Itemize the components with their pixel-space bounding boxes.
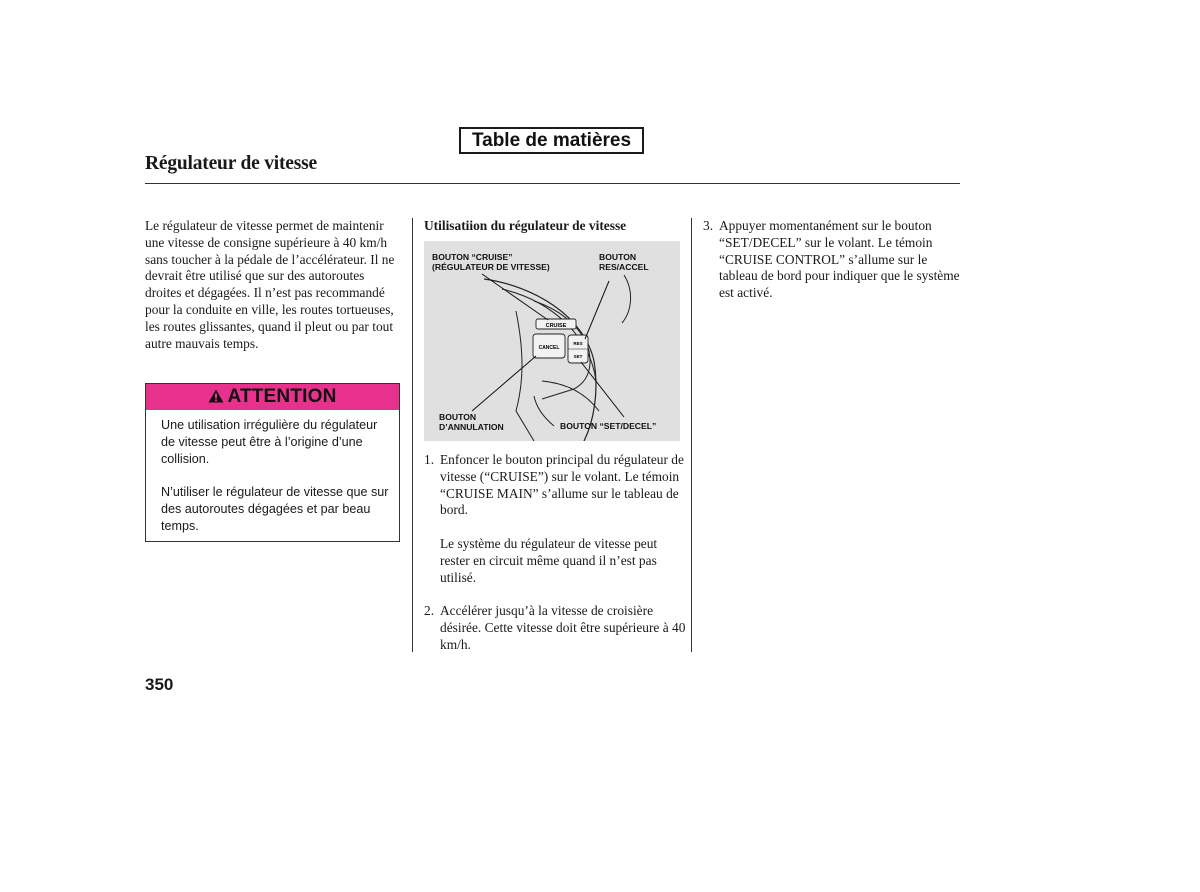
page-number: 350	[145, 675, 174, 694]
step-number: 1.	[424, 452, 435, 467]
label-set-decel-button: BOUTON “SET/DECEL”	[560, 421, 657, 431]
attention-title: ATTENTION	[227, 386, 337, 407]
label-res-accel-button: BOUTON RES/ACCEL	[599, 252, 649, 272]
toc-button[interactable]: Table de matières	[459, 127, 644, 154]
usage-steps	[424, 452, 686, 654]
step-paragraph: Enfoncer le bouton principal du régulateur de vitesse (“CRUISE”) sur le volant. Le témoin “CRUISE MAIN” s’allume sur le tableau de bord.	[440, 452, 684, 518]
intro-column	[145, 218, 401, 352]
step-paragraph: Le système du régulateur de vitesse peut rester en circuit même quand il n’est pas utilisé.	[440, 535, 658, 585]
steering-wheel-figure	[424, 241, 680, 441]
usage-heading: Utilisatiion du régulateur de vitesse	[424, 218, 627, 233]
step-number: 2.	[424, 603, 435, 619]
label-cancel-button: BOUTON D’ANNULATION	[439, 412, 504, 432]
intro-paragraph: Le régulateur de vitesse permet de maintenir une vitesse de consigne supérieure à 40 km/h sans toucher à la pédale de l’accélérateur. Il ne devrait être utilisé que sur des autoroutes droites et dégagées. Il n’est pas recommandé pour la conduite en ville, les routes tortueuses, les routes glissantes, quand il pleut ou par tout autre mauvais temps.	[145, 218, 395, 351]
section-title: Régulateur de vitesse	[145, 153, 317, 174]
step-3-column	[703, 218, 965, 302]
label-cruise-button: BOUTON “CRUISE” (RÉGULATEUR DE VITESSE)	[432, 252, 550, 272]
res-button-label: RES	[573, 341, 583, 346]
column-divider	[412, 218, 413, 652]
step-number: 3.	[703, 218, 714, 233]
column-divider	[691, 218, 692, 652]
attention-paragraph: N’utiliser le régulateur de vitesse que sur des autoroutes dégagées et par beau temps.	[161, 485, 389, 533]
attention-paragraph: Une utilisation irrégulière du régulateur de vitesse peut être à l’origine d’une collision.	[161, 418, 378, 466]
usage-column	[424, 218, 686, 235]
step-paragraph: Appuyer momentanément sur le bouton “SET/DECEL” sur le volant. Le témoin “CRUISE CONTROL” s’allume sur le tableau de bord pour indiquer que le système est activé.	[719, 218, 960, 301]
warning-triangle-icon	[208, 389, 224, 403]
cruise-button-label: CRUISE	[545, 323, 567, 329]
set-button-label: SET	[573, 354, 583, 359]
step-paragraph: Accélérer jusqu’à la vitesse de croisière désirée. Cette vitesse doit être supérieure à 40 km/h.	[440, 603, 686, 652]
step-3	[703, 218, 965, 302]
step-1	[424, 452, 686, 586]
cancel-button-label: CANCEL	[538, 345, 560, 351]
title-rule	[145, 183, 960, 184]
attention-body	[146, 410, 399, 535]
attention-box	[145, 383, 400, 542]
step-2	[424, 603, 686, 653]
attention-header	[146, 384, 399, 410]
